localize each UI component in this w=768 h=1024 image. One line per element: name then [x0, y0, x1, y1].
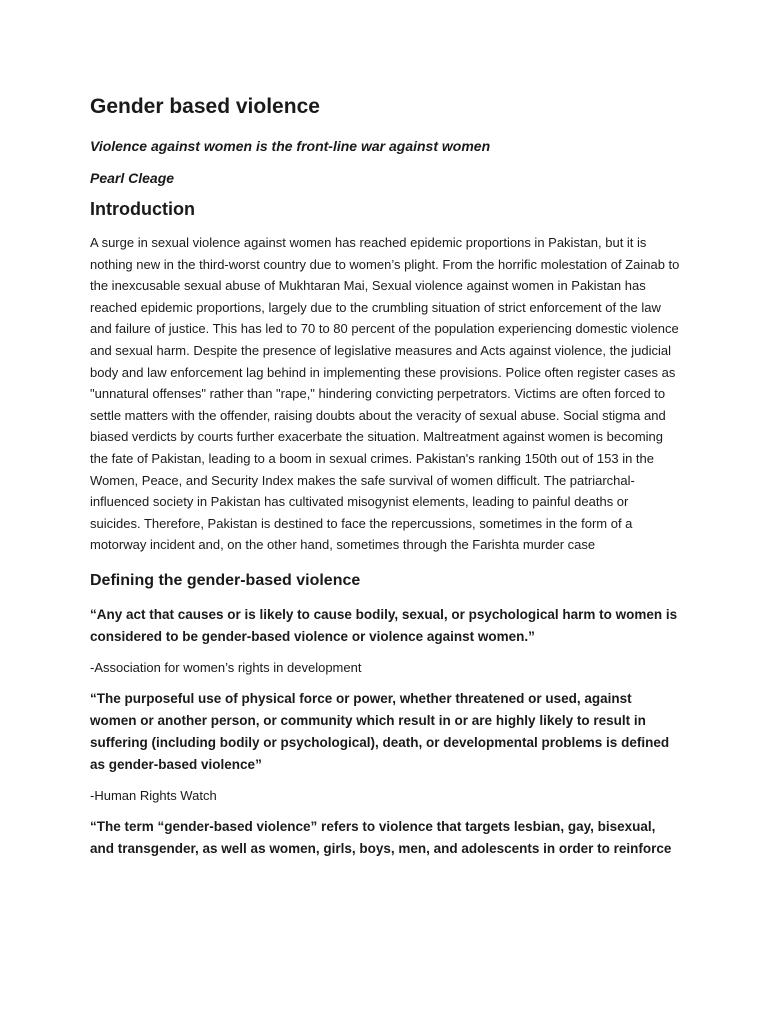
- introduction-heading: Introduction: [90, 199, 195, 219]
- document-page: [90, 92, 680, 870]
- epigraph-quote: Violence against women is the front-line war against women: [90, 138, 491, 154]
- quote-1-attribution: -Association for women’s rights in development: [90, 659, 362, 675]
- epigraph-author: Pearl Cleage: [90, 170, 175, 186]
- document-title: Gender based violence: [90, 95, 320, 118]
- quote-2: “The purposeful use of physical force or power, whether threatened or used, against women or another person, or community which result in or are highly likely to result in suffering (including bodily or psychological), death, or developmental problems is defined as gender-based violence”: [90, 690, 670, 772]
- defining-heading: Defining the gender-based violence: [90, 571, 361, 589]
- introduction-paragraph: A surge in sexual violence against women has reached epidemic proportions in Pakistan, but it is nothing new in the third-worst country due to women’s plight. From the horrific molestation of Zainab to the inexcusable sexual abuse of Mukhtaran Mai, Sexual violence against women in Pakistan has reached epidemic proportions, largely due to the crumbling situation of strict enforcement of the law and failure of justice. This has led to 70 to 80 percent of the population experiencing domestic violence and sexual harm. Despite the presence of legislative measures and Acts against violence, the judicial body and law enforcement lag behind in implementing these provisions. Police often register cases as "unnatural offenses" rather than "rape," hindering convicting perpetrators. Victims are often forced to settle matters with the offender, raising doubts about the veracity of sexual abuse. Social stigma and biased verdicts by courts further exacerbate the situation. Maltreatment against women is becoming the fate of Pakistan, leading to a boom in sexual crimes. Pakistan's ranking 150th out of 153 in the Women, Peace, and Security Index makes the safe survival of women difficult. The patriarchal-influenced society in Pakistan has cultivated misogynist elements, leading to painful deaths or suicides. Therefore, Pakistan is destined to face the repercussions, sometimes in the form of a motorway incident and, on the other hand, sometimes through the Farishta murder case: [90, 235, 680, 553]
- quote-2-attribution: -Human Rights Watch: [90, 787, 217, 803]
- quote-1: “Any act that causes or is likely to cause bodily, sexual, or psychological harm to women is considered to be gender-based violence or violence against women.”: [90, 606, 678, 644]
- quote-3: “The term “gender-based violence” refers to violence that targets lesbian, gay, bisexual, and transgender, as well as women, girls, boys, men, and adolescents in order to reinforce: [90, 818, 672, 856]
